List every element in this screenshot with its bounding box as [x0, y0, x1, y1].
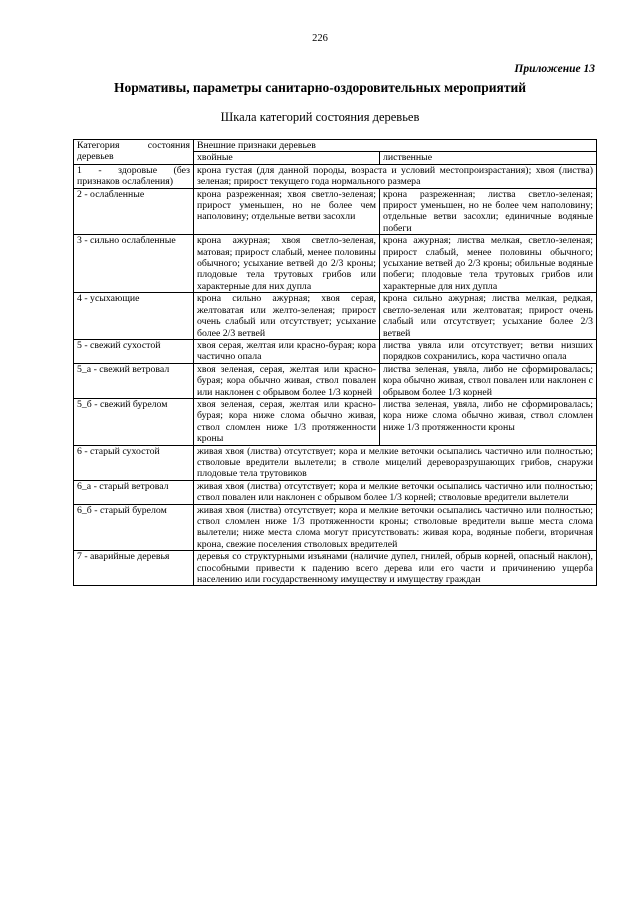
signs-cell: деревья со структурными изъянами (наличие дупел, гнилей, обрыв корней, опасный наклон), способными привести к падению всего дерева или его части и причинению ущерба населению или государственному имуществу и имуществу граждан [194, 551, 597, 586]
category-cell: 7 - аварийные деревья [74, 551, 194, 586]
table-row [74, 445, 597, 480]
conifers-cell: хвоя зеленая, серая, желтая или красно-бурая; кора ниже слома обычно живая, ствол сломлен ниже 1/3 протяженности кроны [194, 398, 380, 445]
table-row [74, 235, 597, 293]
table-row [74, 363, 597, 398]
table-row [74, 398, 597, 445]
table-caption: Шкала категорий состояния деревьев [220, 110, 420, 124]
category-cell: 1 - здоровые (без признаков ослабления) [74, 164, 194, 188]
table-row [74, 293, 597, 340]
deciduous-cell: крона разреженная; листва светло-зеленая; прирост уменьшен, но не более чем наполовину; отдельные ветви засохли; единичные водяные побеги [380, 188, 597, 235]
deciduous-cell: крона ажурная; листва мелкая, светло-зеленая; прирост слабый, менее половины обычного; усыхание ветвей до 2/3 кроны; обильные водяные побеги; плодовые тела трутовых грибов или характерные для них дупла [380, 235, 597, 293]
deciduous-cell: листва зеленая, увяла, либо не сформировалась; кора ниже слома обычно живая, ствол сломлен ниже 1/3 протяженности кроны [380, 398, 597, 445]
header-deciduous: лиственные [380, 152, 597, 164]
category-cell: 5_б - свежий бурелом [74, 398, 194, 445]
category-cell: 2 - ослабленные [74, 188, 194, 235]
table-row [74, 188, 597, 235]
signs-cell: живая хвоя (листва) отсутствует; кора и мелкие веточки осыпались частично или полностью; ствол повален или наклонен с обрывом более 1/3 корней; стволовые вредители вылетели [194, 480, 597, 504]
table-row [74, 480, 597, 504]
category-cell: 6_б - старый бурелом [74, 504, 194, 551]
conifers-cell: крона разреженная; хвоя светло-зеленая; прирост уменьшен, но не более чем наполовину; отдельные ветви засохли [194, 188, 380, 235]
header-signs: Внешние признаки деревьев [194, 140, 597, 152]
deciduous-cell: листва зеленая, увяла, либо не сформировалась; кора обычно живая, ствол повален или наклонен с обрывом более 1/3 корней [380, 363, 597, 398]
page-title: Нормативы, параметры санитарно-оздоровительных мероприятий [113, 80, 527, 95]
header-conifers: хвойные [194, 152, 380, 164]
table-row [74, 504, 597, 551]
conifers-cell: крона сильно ажурная; хвоя серая, желтоватая или желто-зеленая; прирост очень слабый или отсутствует; усыхание более 2/3 ветвей [194, 293, 380, 340]
conifers-cell: крона ажурная; хвоя светло-зеленая, матовая; прирост слабый, менее половины обычного; усыхание ветвей до 2/3 кроны; плодовые тела трутовых грибов или характерные для них дупла [194, 235, 380, 293]
page-number: 226 [312, 33, 328, 44]
signs-cell: живая хвоя (листва) отсутствует; кора и мелкие веточки осыпались частично или полностью; ствол сломлен ниже 1/3 протяженности кроны; стволовые вредители выше места слома вылетели; ниже места слома могут присутствовать: живая кора, водяные побеги, вторичная крона, свежие поселения стволовых вредителей [194, 504, 597, 551]
signs-cell: живая хвоя (листва) отсутствует; кора и мелкие веточки осыпались частично или полностью; стволовые вредители вылетели; в стволе мицелий дереворазрушающих грибов, снаружи плодовые тела трутовиков [194, 445, 597, 480]
category-cell: 4 - усыхающие [74, 293, 194, 340]
table-row [74, 551, 597, 586]
deciduous-cell: крона сильно ажурная; листва мелкая, редкая, светло-зеленая или желтоватая; прирост очень слабый или отсутствует; усыхание более 2/3 ветвей [380, 293, 597, 340]
conifers-cell: хвоя зеленая, серая, желтая или красно-бурая; кора обычно живая, ствол повален или наклонен с обрывом более 1/3 корней [194, 363, 380, 398]
deciduous-cell: листва увяла или отсутствует; ветви низших порядков сохранились, кора частично опала [380, 339, 597, 363]
category-cell: 6 - старый сухостой [74, 445, 194, 480]
table-header-row [74, 140, 597, 152]
conifers-cell: хвоя серая, желтая или красно-бурая; кора частично опала [194, 339, 380, 363]
signs-cell: крона густая (для данной породы, возраста и условий местопроизрастания); хвоя (листва) зеленая; прирост текущего года нормального размера [194, 164, 597, 188]
header-category: Категория состояния деревьев [74, 140, 194, 165]
table-row [74, 164, 597, 188]
category-cell: 6_а - старый ветровал [74, 480, 194, 504]
category-cell: 3 - сильно ослабленные [74, 235, 194, 293]
table-row [74, 339, 597, 363]
appendix-label: Приложение 13 [514, 63, 595, 75]
tree-condition-table [73, 139, 597, 586]
category-cell: 5 - свежий сухостой [74, 339, 194, 363]
category-cell: 5_а - свежий ветровал [74, 363, 194, 398]
